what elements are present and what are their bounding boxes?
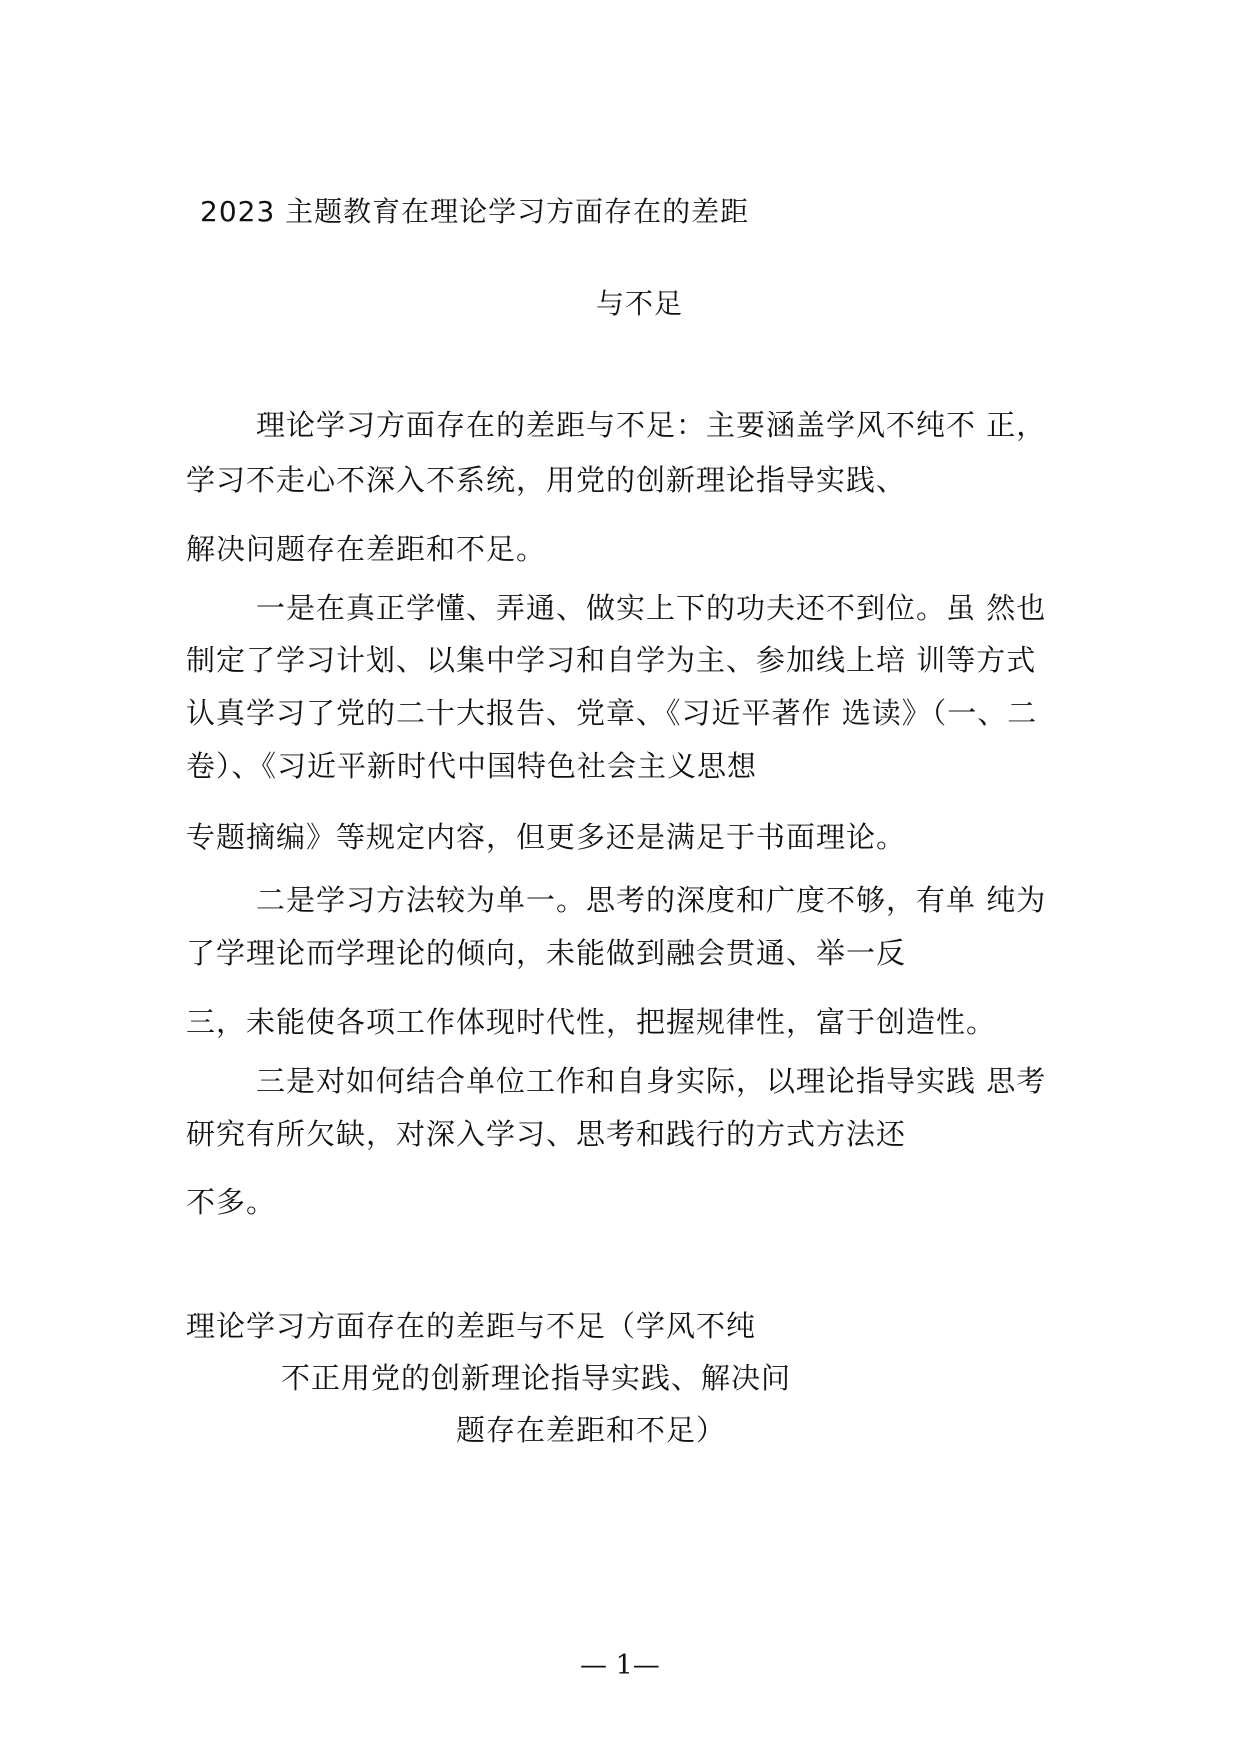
section-heading-line-3: 题存在差距和不足） [456,1413,727,1447]
intro-line-3: 解决问题存在差距和不足。 [186,532,547,566]
point1-line-4: 卷）、《习近平新时代中国特色社会主义思想 [186,749,758,783]
section-heading-line-1: 理论学习方面存在的差距与不足（学风不纯 [186,1309,757,1343]
point3-line-2: 研究有所欠缺，对深入学习、思考和践行的方式方法还 [186,1117,907,1151]
point2-line-2: 了学理论而学理论的倾向，未能做到融会贯通、举一反 [186,936,907,970]
intro-line-1: 理论学习方面存在的差距与不足：主要涵盖学风不纯不 正， [256,408,1047,442]
point1-line-2: 制定了学习计划、以集中学习和自学为主、参加线上培 训等方式 [186,643,1037,677]
point1-line-5: 专题摘编》等规定内容，但更多还是满足于书面理论。 [186,820,907,854]
intro-line-2: 学习不走心不深入不系统，用党的创新理论指导实践、 [186,463,907,497]
document-title-line-1: 2023 主题教育在理论学习方面存在的差距 [200,195,750,228]
point2-line-1: 二是学习方法较为单一。思考的深度和广度不够，有单 纯为 [256,883,1047,917]
point2-line-3: 三，未能使各项工作体现时代性，把握规律性，富于创造性。 [186,1005,997,1039]
point3-line-1: 三是对如何结合单位工作和自身实际，以理论指导实践 思考 [256,1064,1047,1098]
document-title-line-2: 与不足 [596,287,684,320]
point3-line-3: 不多。 [186,1185,277,1219]
section-heading-line-2: 不正用党的创新理论指导实践、解决问 [281,1361,792,1395]
page-number: — 1— [580,1650,660,1681]
point1-line-1: 一是在真正学懂、弄通、做实上下的功夫还不到位。虽 然也 [256,591,1047,625]
point1-line-3: 认真学习了党的二十大报告、党章、《习近平著作 选读》（一、二 [186,696,1038,730]
